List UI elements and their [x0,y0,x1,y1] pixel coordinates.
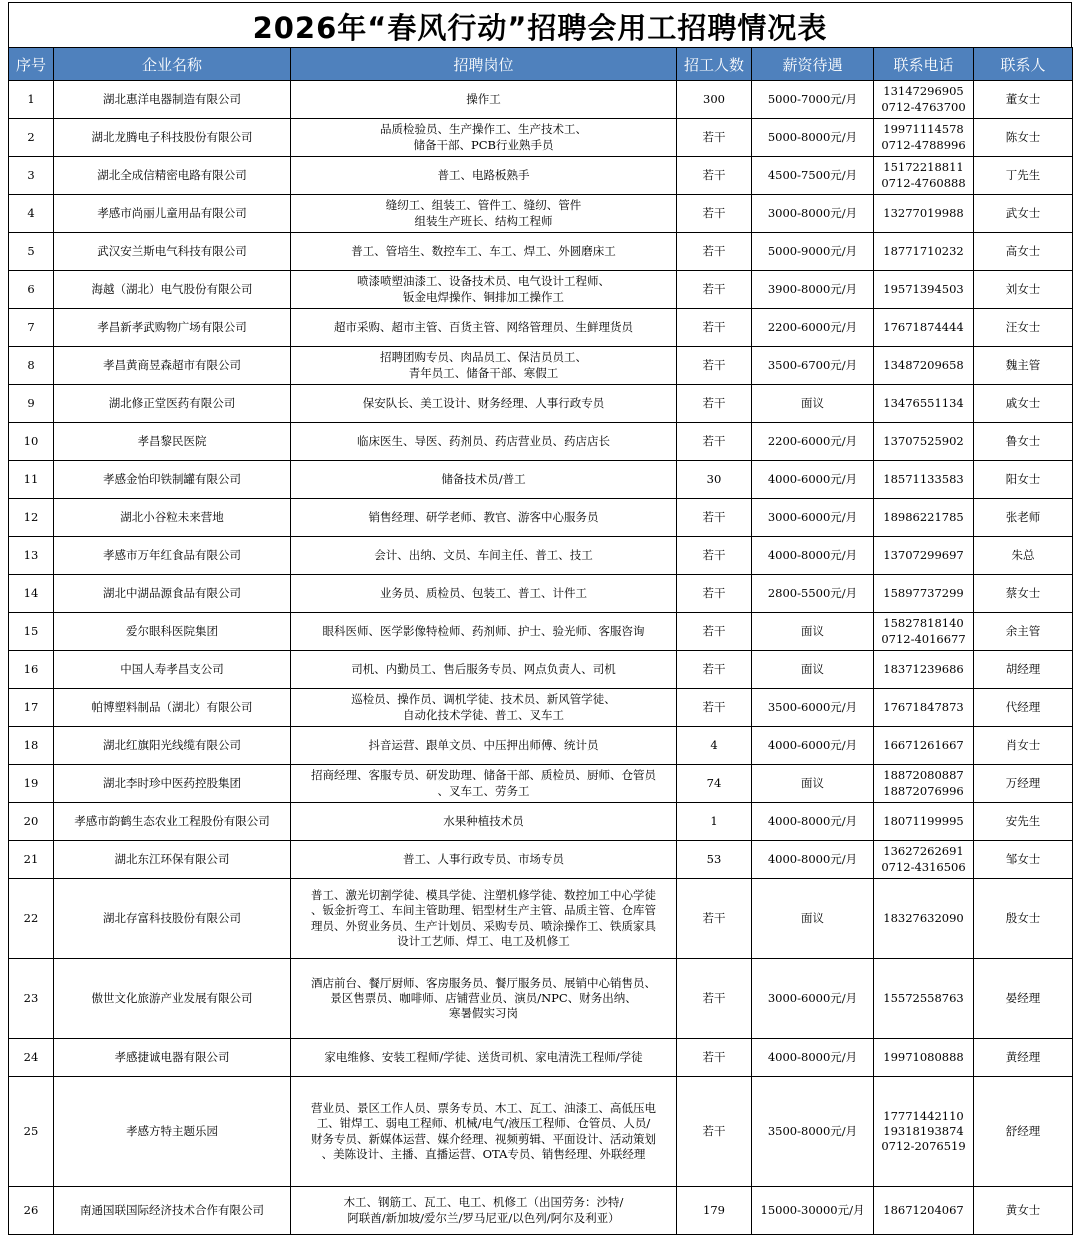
salary: 3000-6000元/月 [752,499,874,537]
table-row [9,765,1073,803]
phone-cell [874,119,974,157]
positions-line: 抖音运营、跟单文员、中压押出师傅、统计员 [368,737,599,752]
row-number: 13 [9,537,54,575]
phone-number: 15827818140 [883,616,964,631]
contact-person: 张老师 [974,499,1073,537]
company-name: 中国人寿孝昌支公司 [54,651,291,689]
company-name: 孝昌新孝武购物广场有限公司 [54,309,291,347]
contact-person: 魏主管 [974,347,1073,385]
contact-person: 武女士 [974,195,1073,233]
company-name: 湖北全成信精密电路有限公司 [54,157,291,195]
positions-line: 操作工 [466,91,501,106]
positions-cell [291,157,677,195]
phone-number: 19971080888 [883,1049,964,1064]
salary: 3500-6000元/月 [752,689,874,727]
phone-number: 0712-4316506 [881,859,966,874]
row-number: 20 [9,803,54,841]
contact-person: 高女士 [974,233,1073,271]
positions-line: 巡检员、操作员、调机学徒、技术员、新风管学徒、 [351,692,616,707]
phone-cell [874,271,974,309]
hiring-count: 74 [677,765,752,803]
positions-line: 理员、外贸业务员、生产计划员、采购专员、喷涂操作工、铁质家具 [311,918,656,933]
positions-cell [291,81,677,119]
phone-number: 13277019988 [883,205,964,220]
company-name: 湖北存富科技股份有限公司 [54,879,291,959]
salary: 4000-8000元/月 [752,803,874,841]
phone-number: 18872076996 [883,783,964,798]
salary: 面议 [752,613,874,651]
hiring-count: 若干 [677,689,752,727]
positions-cell [291,461,677,499]
phone-cell [874,309,974,347]
row-number: 4 [9,195,54,233]
positions-line: 眼科医师、医学影像特检师、药剂师、护士、验光师、客服咨询 [322,623,645,638]
phone-number: 18872080887 [883,768,964,783]
phone-cell [874,347,974,385]
salary: 5000-7000元/月 [752,81,874,119]
contact-person: 董女士 [974,81,1073,119]
hiring-count: 若干 [677,575,752,613]
hiring-count: 若干 [677,309,752,347]
contact-person: 刘女士 [974,271,1073,309]
hiring-count: 若干 [677,613,752,651]
row-number: 18 [9,727,54,765]
table-row [9,803,1073,841]
phone-number: 16671261667 [883,737,964,752]
positions-line: 景区售票员、咖啡师、店铺营业员、演员/NPC、财务出纳、 [330,990,637,1005]
table-row [9,689,1073,727]
positions-line: 水果种植技术员 [443,813,524,828]
phone-number: 13707525902 [883,433,964,448]
positions-line: 销售经理、研学老师、教官、游客中心服务员 [368,509,599,524]
hiring-count: 若干 [677,879,752,959]
table-row [9,499,1073,537]
company-name: 武汉安兰斯电气科技有限公司 [54,233,291,271]
positions-line: 阿联酋/新加坡/爱尔兰/罗马尼亚/以色列/阿尔及利亚） [347,1210,620,1225]
row-number: 25 [9,1077,54,1187]
company-name: 孝感金怡印铁制罐有限公司 [54,461,291,499]
salary: 4000-8000元/月 [752,537,874,575]
company-name: 湖北李时珍中医药控股集团 [54,765,291,803]
row-number: 9 [9,385,54,423]
salary: 面议 [752,765,874,803]
row-number: 21 [9,841,54,879]
header-contact: 联系人 [974,48,1073,81]
phone-cell [874,1077,974,1187]
table-row [9,423,1073,461]
phone-number: 17771442110 [883,1108,964,1123]
row-number: 5 [9,233,54,271]
hiring-count: 若干 [677,119,752,157]
positions-line: 木工、钢筋工、瓦工、电工、机修工（出国劳务：沙特/ [343,1195,624,1210]
company-name: 湖北修正堂医药有限公司 [54,385,291,423]
salary: 3000-8000元/月 [752,195,874,233]
phone-number: 13627262691 [883,844,964,859]
table-row [9,1077,1073,1187]
table-row [9,119,1073,157]
phone-cell [874,1039,974,1077]
salary: 3500-8000元/月 [752,1077,874,1187]
hiring-count: 30 [677,461,752,499]
header-row [9,48,1073,81]
positions-line: 业务员、质检员、包装工、普工、计件工 [380,585,587,600]
table-body [9,81,1073,1235]
company-name: 孝昌黄商昱森超市有限公司 [54,347,291,385]
phone-number: 17671874444 [883,319,964,334]
phone-cell [874,1187,974,1235]
contact-person: 丁先生 [974,157,1073,195]
header-positions: 招聘岗位 [291,48,677,81]
positions-line: 组装生产班长、结构工程师 [414,213,553,228]
positions-line: 工、钳焊工、弱电工程师、机械/电气/液压工程师、仓管员、人员/ [316,1116,651,1131]
positions-line: 招商经理、客服专员、研发助理、储备干部、质检员、厨师、仓管员 [311,768,656,783]
phone-number: 18371239686 [883,661,964,676]
phone-number: 18986221785 [883,509,964,524]
hiring-count: 179 [677,1187,752,1235]
row-number: 15 [9,613,54,651]
phone-cell [874,537,974,575]
row-number: 22 [9,879,54,959]
positions-line: 家电维修、安装工程师/学徒、送货司机、家电清洗工程师/学徒 [324,1049,643,1064]
positions-line: 招聘团购专员、肉品员工、保洁员员工、 [380,350,587,365]
hiring-count: 4 [677,727,752,765]
company-name: 孝感市韵鹤生态农业工程股份有限公司 [54,803,291,841]
phone-cell [874,195,974,233]
company-name: 湖北小谷粒未来营地 [54,499,291,537]
row-number: 14 [9,575,54,613]
row-number: 6 [9,271,54,309]
positions-cell [291,499,677,537]
row-number: 19 [9,765,54,803]
positions-cell [291,423,677,461]
phone-number: 0712-4763700 [881,99,966,114]
positions-line: 会计、出纳、文员、车间主任、普工、技工 [374,547,593,562]
phone-number: 18071199995 [883,813,964,828]
positions-line: 普工、人事行政专员、市场专员 [403,851,564,866]
positions-line: 普工、管培生、数控车工、车工、焊工、外圆磨床工 [351,243,616,258]
positions-cell [291,879,677,959]
table-header [9,48,1073,81]
salary: 3500-6700元/月 [752,347,874,385]
company-name: 孝感市万年红食品有限公司 [54,537,291,575]
hiring-count: 若干 [677,1039,752,1077]
salary: 面议 [752,879,874,959]
contact-person: 朱总 [974,537,1073,575]
company-name: 湖北东江环保有限公司 [54,841,291,879]
salary: 4000-8000元/月 [752,841,874,879]
phone-number: 0712-4788996 [881,137,966,152]
company-name: 爱尔眼科医院集团 [54,613,291,651]
positions-cell [291,1039,677,1077]
phone-number: 13487209658 [883,357,964,372]
phone-number: 18571133583 [883,471,964,486]
positions-line: 品质检验员、生产操作工、生产技术工、 [380,122,587,137]
salary: 面议 [752,651,874,689]
positions-cell [291,119,677,157]
salary: 5000-8000元/月 [752,119,874,157]
phone-number: 19971114578 [883,122,964,137]
positions-cell [291,689,677,727]
phone-number: 0712-4760888 [881,175,966,190]
phone-cell [874,499,974,537]
hiring-count: 若干 [677,1077,752,1187]
hiring-count: 若干 [677,233,752,271]
positions-cell [291,385,677,423]
contact-person: 晏经理 [974,959,1073,1039]
table-row [9,385,1073,423]
phone-cell [874,879,974,959]
table-row [9,233,1073,271]
hiring-count: 若干 [677,959,752,1039]
phone-cell [874,385,974,423]
table-row [9,461,1073,499]
row-number: 11 [9,461,54,499]
table-row [9,575,1073,613]
row-number: 23 [9,959,54,1039]
phone-cell [874,461,974,499]
table-row [9,1187,1073,1235]
positions-cell [291,233,677,271]
hiring-count: 1 [677,803,752,841]
table-row [9,81,1073,119]
hiring-count: 若干 [677,195,752,233]
row-number: 2 [9,119,54,157]
salary: 2200-6000元/月 [752,423,874,461]
positions-line: 营业员、景区工作人员、票务专员、木工、瓦工、油漆工、高低压电 [311,1101,656,1116]
positions-cell [291,195,677,233]
phone-cell [874,959,974,1039]
phone-cell [874,81,974,119]
positions-cell [291,271,677,309]
positions-line: 储备干部、PCB行业熟手员 [413,137,554,152]
phone-number: 15897737299 [883,585,964,600]
contact-person: 胡经理 [974,651,1073,689]
company-name: 孝感市尚丽儿童用品有限公司 [54,195,291,233]
positions-cell [291,575,677,613]
positions-cell [291,727,677,765]
header-salary: 薪资待遇 [752,48,874,81]
positions-line: 、钣金折弯工、车间主管助理、铝型材生产主管、品质主管、仓库管 [311,903,656,918]
salary: 4500-7500元/月 [752,157,874,195]
phone-number: 19571394503 [883,281,964,296]
row-number: 3 [9,157,54,195]
salary: 4000-6000元/月 [752,461,874,499]
positions-cell [291,309,677,347]
row-number: 1 [9,81,54,119]
phone-number: 18327632090 [883,910,964,925]
contact-person: 鲁女士 [974,423,1073,461]
phone-cell [874,841,974,879]
contact-person: 安先生 [974,803,1073,841]
contact-person: 肖女士 [974,727,1073,765]
contact-person: 汪女士 [974,309,1073,347]
phone-cell [874,803,974,841]
table-row [9,727,1073,765]
positions-cell [291,803,677,841]
contact-person: 戚女士 [974,385,1073,423]
row-number: 24 [9,1039,54,1077]
positions-line: 普工、激光切割学徒、模具学徒、注塑机修学徒、数控加工中心学徒 [311,888,656,903]
recruitment-table [8,47,1073,1235]
positions-line: 临床医生、导医、药剂员、药店营业员、药店店长 [357,433,610,448]
contact-person: 舒经理 [974,1077,1073,1187]
salary: 4000-8000元/月 [752,1039,874,1077]
positions-cell [291,537,677,575]
phone-number: 0712-2076519 [881,1139,966,1154]
row-number: 7 [9,309,54,347]
positions-line: 寒暑假实习岗 [449,1006,518,1021]
phone-number: 15572558763 [883,990,964,1005]
phone-cell [874,727,974,765]
company-name: 帕博塑料制品（湖北）有限公司 [54,689,291,727]
row-number: 26 [9,1187,54,1235]
positions-line: 缝纫工、组装工、管件工、缝纫、管件 [385,198,582,213]
phone-number: 13707299697 [883,547,964,562]
positions-line: 酒店前台、餐厅厨师、客房服务员、餐厅服务员、展销中心销售员、 [311,975,656,990]
positions-line: 设计工艺师、焊工、电工及机修工 [397,933,570,948]
positions-line: 青年员工、储备干部、寒假工 [408,365,559,380]
contact-person: 万经理 [974,765,1073,803]
row-number: 8 [9,347,54,385]
hiring-count: 若干 [677,537,752,575]
positions-cell [291,959,677,1039]
company-name: 湖北红旗阳光线缆有限公司 [54,727,291,765]
contact-person: 余主管 [974,613,1073,651]
contact-person: 黄女士 [974,1187,1073,1235]
company-name: 傲世文化旅游产业发展有限公司 [54,959,291,1039]
phone-cell [874,575,974,613]
positions-line: 保安队长、美工设计、财务经理、人事行政专员 [362,395,605,410]
positions-cell [291,613,677,651]
contact-person: 蔡女士 [974,575,1073,613]
table-row [9,271,1073,309]
salary: 15000-30000元/月 [752,1187,874,1235]
contact-person: 殷女士 [974,879,1073,959]
positions-cell [291,1187,677,1235]
positions-line: 财务专员、新媒体运营、媒介经理、视频剪辑、平面设计、活动策划 [311,1131,656,1146]
company-name: 湖北惠洋电器制造有限公司 [54,81,291,119]
phone-number: 18671204067 [883,1202,964,1217]
phone-cell [874,651,974,689]
hiring-count: 300 [677,81,752,119]
phone-cell [874,613,974,651]
positions-line: 、叉车工、劳务工 [437,783,530,798]
phone-cell [874,423,974,461]
table-title: 2026年“春风行动”招聘会用工招聘情况表 [8,2,1072,47]
table-row [9,841,1073,879]
hiring-count: 若干 [677,499,752,537]
header-company: 企业名称 [54,48,291,81]
salary: 4000-6000元/月 [752,727,874,765]
company-name: 孝感捷诚电器有限公司 [54,1039,291,1077]
page [0,2,1080,1240]
table-row [9,651,1073,689]
phone-number: 15172218811 [883,160,964,175]
company-name: 湖北龙腾电子科技股份有限公司 [54,119,291,157]
header-phone: 联系电话 [874,48,974,81]
positions-line: 超市采购、超市主管、百货主管、网络管理员、生鲜理货员 [334,319,633,334]
table-row [9,879,1073,959]
salary: 3900-8000元/月 [752,271,874,309]
table-row [9,959,1073,1039]
positions-cell [291,841,677,879]
table-row [9,195,1073,233]
table-row [9,157,1073,195]
hiring-count: 53 [677,841,752,879]
salary: 2200-6000元/月 [752,309,874,347]
phone-number: 17671847873 [883,699,964,714]
phone-cell [874,765,974,803]
phone-cell [874,233,974,271]
contact-person: 邹女士 [974,841,1073,879]
hiring-count: 若干 [677,385,752,423]
hiring-count: 若干 [677,157,752,195]
positions-cell [291,765,677,803]
positions-line: 储备技术员/普工 [441,471,526,486]
contact-person: 黄经理 [974,1039,1073,1077]
header-no: 序号 [9,48,54,81]
table-row [9,537,1073,575]
row-number: 12 [9,499,54,537]
phone-number: 13147296905 [883,84,964,99]
positions-line: 普工、电路板熟手 [437,167,530,182]
salary: 面议 [752,385,874,423]
hiring-count: 若干 [677,651,752,689]
phone-number: 13476551134 [883,395,964,410]
header-count: 招工人数 [677,48,752,81]
row-number: 17 [9,689,54,727]
table-row [9,347,1073,385]
positions-cell [291,1077,677,1187]
phone-cell [874,689,974,727]
positions-cell [291,347,677,385]
positions-cell [291,651,677,689]
phone-number: 19318193874 [883,1123,964,1138]
company-name: 海越（湖北）电气股份有限公司 [54,271,291,309]
contact-person: 阳女士 [974,461,1073,499]
table-row [9,613,1073,651]
salary: 2800-5500元/月 [752,575,874,613]
table-row [9,309,1073,347]
hiring-count: 若干 [677,271,752,309]
company-name: 孝感方特主题乐园 [54,1077,291,1187]
hiring-count: 若干 [677,423,752,461]
table-row [9,1039,1073,1077]
phone-cell [874,157,974,195]
row-number: 16 [9,651,54,689]
company-name: 南通国联国际经济技术合作有限公司 [54,1187,291,1235]
hiring-count: 若干 [677,347,752,385]
positions-line: 喷漆喷塑油漆工、设备技术员、电气设计工程师、 [357,274,610,289]
phone-number: 0712-4016677 [881,631,966,646]
row-number: 10 [9,423,54,461]
contact-person: 陈女士 [974,119,1073,157]
company-name: 孝昌黎民医院 [54,423,291,461]
company-name: 湖北中湖品源食品有限公司 [54,575,291,613]
positions-line: 自动化技术学徒、普工、叉车工 [403,707,564,722]
positions-line: 司机、内勤员工、售后服务专员、网点负责人、司机 [351,661,616,676]
positions-line: 钣金电焊操作、铜排加工操作工 [403,289,564,304]
contact-person: 代经理 [974,689,1073,727]
salary: 5000-9000元/月 [752,233,874,271]
phone-number: 18771710232 [883,243,964,258]
salary: 3000-6000元/月 [752,959,874,1039]
positions-line: 、美陈设计、主播、直播运营、OTA专员、销售经理、外联经理 [321,1146,646,1161]
